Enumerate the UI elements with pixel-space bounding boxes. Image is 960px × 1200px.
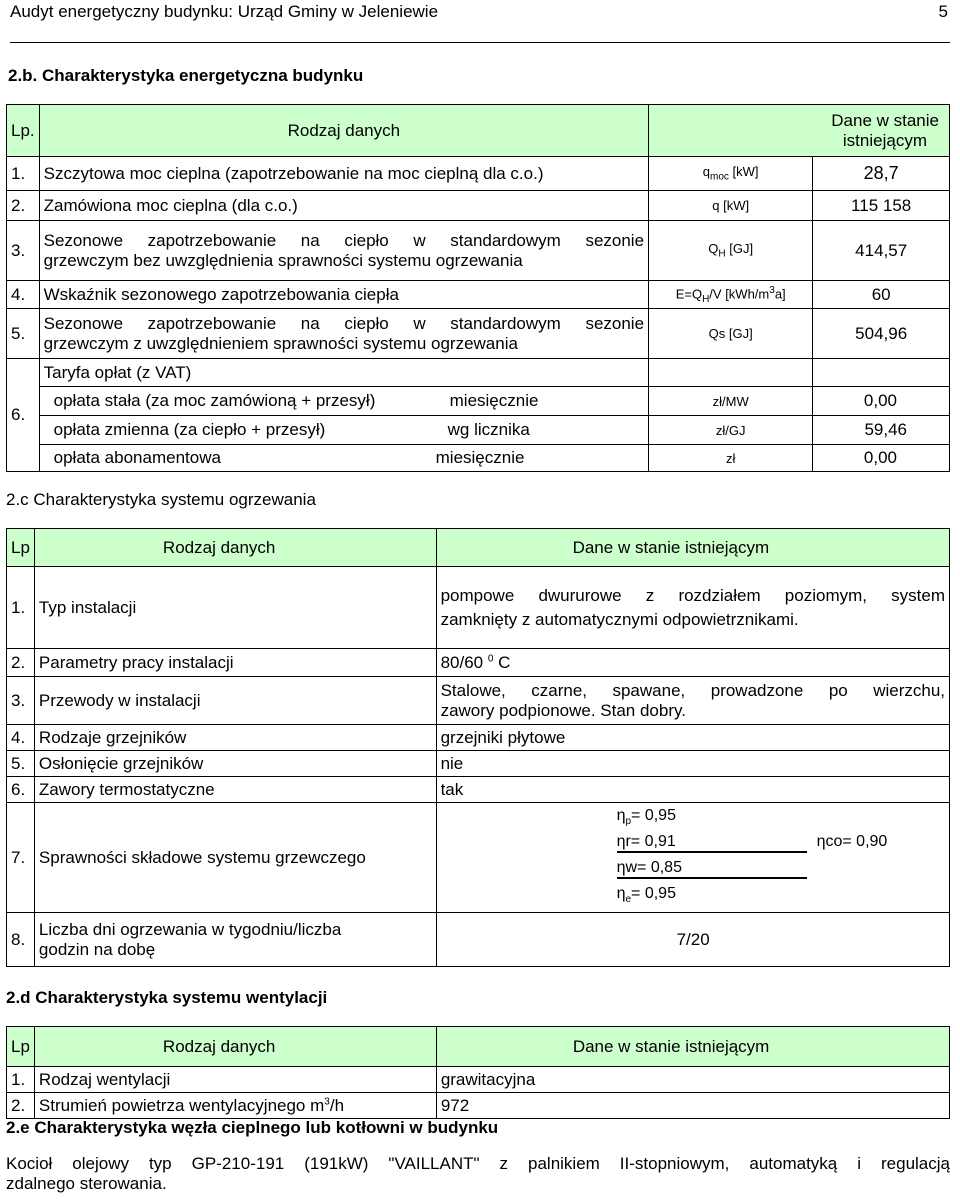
row-label: Rodzaj wentylacji bbox=[34, 1067, 436, 1093]
col-type-header: Rodzaj danych bbox=[34, 529, 436, 567]
tariff-unit: zł bbox=[649, 445, 813, 472]
row-label: Rodzaje grzejników bbox=[34, 725, 436, 751]
row-label: Parametry pracy instalacji bbox=[34, 649, 436, 677]
energy-characteristics-table bbox=[6, 104, 950, 472]
boiler-description: Kocioł olejowy typ GP-210-191 (191kW) "VAILLANT" z palnikiem II-stopniowym, automatyką i regulacją zdalnego sterowania. bbox=[6, 1154, 950, 1193]
row-lp: 6. bbox=[7, 359, 40, 472]
row-value: 414,57 bbox=[813, 221, 950, 281]
tariff-title: Taryfa opłat (z VAT) bbox=[39, 359, 648, 387]
eta-e-value: $\eta_e= 0,95$ bbox=[616, 885, 676, 906]
row-label: Sprawności składowe systemu grzewczego bbox=[34, 803, 436, 913]
table-row bbox=[7, 649, 950, 677]
efficiency-row bbox=[7, 803, 950, 913]
row-lp: 8. bbox=[7, 913, 35, 967]
row-label: Sezonowe zapotrzebowanie na ciepło w standardowym sezonie grzewczym bez uwzględnienia sprawności systemu ogrzewania bbox=[39, 221, 648, 281]
row-label: Sezonowe zapotrzebowanie na ciepło w standardowym sezonie grzewczym z uwzględnieniem sprawności systemu ogrzewania bbox=[39, 309, 648, 359]
table-row bbox=[7, 157, 950, 191]
row-label: Przewody w instalacji bbox=[34, 677, 436, 725]
tariff-unit: zł/MW bbox=[649, 387, 813, 416]
row-value: 80/60 $^0$ C bbox=[436, 649, 949, 677]
ventilation-table bbox=[6, 1026, 950, 1119]
row-label: Zawory termostatyczne bbox=[34, 777, 436, 803]
row-unit: $E=Q_H/V$ $[kWh/m^3a]$ bbox=[649, 281, 813, 309]
eta-p-value: $\eta_p= 0,95$ bbox=[616, 807, 676, 828]
col-value-header: Dane w stanie istniejącym bbox=[436, 529, 949, 567]
row-value: 60 bbox=[813, 281, 950, 309]
table-row bbox=[7, 281, 950, 309]
row-value: 504,96 bbox=[813, 309, 950, 359]
table-header-row bbox=[7, 529, 950, 567]
row-lp: 2. bbox=[7, 649, 35, 677]
col-value-header: Dane w stanie istniejącym bbox=[649, 105, 950, 157]
tariff-title-row bbox=[7, 359, 950, 387]
table-row bbox=[7, 777, 950, 803]
row-value: 115 158 bbox=[813, 191, 950, 221]
row-value: grzejniki płytowe bbox=[436, 725, 949, 751]
heating-system-table bbox=[6, 528, 950, 967]
tariff-unit: zł/GJ bbox=[649, 416, 813, 445]
table-header-row bbox=[7, 105, 950, 157]
row-lp: 1. bbox=[7, 567, 35, 649]
table-row bbox=[7, 221, 950, 281]
row-lp: 3. bbox=[7, 677, 35, 725]
section-b-title: 2.b. Charakterystyka energetyczna budynku bbox=[8, 66, 364, 85]
row-lp: 2. bbox=[7, 191, 40, 221]
row-lp: 3. bbox=[7, 221, 40, 281]
row-lp: 2. bbox=[7, 1093, 35, 1119]
row-lp: 5. bbox=[7, 751, 35, 777]
row-label: Liczba dni ogrzewania w tygodniu/liczba godzin na dobę bbox=[34, 913, 436, 967]
tariff-label: opłata stała (za moc zamówioną + przesył) miesięcznie bbox=[39, 387, 648, 416]
tariff-value: 0,00 bbox=[813, 445, 950, 472]
section-c-title: 2.c Charakterystyka systemu ogrzewania bbox=[6, 490, 316, 509]
col-type-header: Rodzaj danych bbox=[34, 1027, 436, 1067]
row-lp: 6. bbox=[7, 777, 35, 803]
row-lp: 1. bbox=[7, 157, 40, 191]
page-number: 5 bbox=[938, 2, 948, 21]
row-label: Wskaźnik sezonowego zapotrzebowania ciepła bbox=[39, 281, 648, 309]
row-value: 28,7 bbox=[813, 157, 950, 191]
table-row bbox=[7, 567, 950, 649]
tariff-label: opłata abonamentowa miesięcznie bbox=[39, 445, 648, 472]
row-unit: $Q_H$ [GJ] bbox=[649, 221, 813, 281]
table-row bbox=[7, 1067, 950, 1093]
eta-w-value: ηw= 0,85 bbox=[617, 859, 807, 879]
row-value: nie bbox=[436, 751, 949, 777]
row-lp: 1. bbox=[7, 1067, 35, 1093]
row-lp: 5. bbox=[7, 309, 40, 359]
row-value: 7/20 bbox=[436, 913, 949, 967]
row-unit: q [kW] bbox=[649, 191, 813, 221]
row-value: grawitacyjna bbox=[436, 1067, 949, 1093]
row-lp: 4. bbox=[7, 281, 40, 309]
document-header-title: Audyt energetyczny budynku: Urząd Gminy w Jeleniewie bbox=[10, 2, 439, 21]
row-value: tak bbox=[436, 777, 949, 803]
tariff-value: 0,00 bbox=[813, 387, 950, 416]
tariff-value: 59,46 bbox=[813, 416, 950, 445]
col-type-header: Rodzaj danych bbox=[39, 105, 648, 157]
tariff-row bbox=[7, 445, 950, 472]
efficiency-values bbox=[436, 803, 949, 913]
row-lp: 7. bbox=[7, 803, 35, 913]
table-row bbox=[7, 913, 950, 967]
row-value: 972 bbox=[436, 1093, 949, 1119]
tariff-row bbox=[7, 387, 950, 416]
row-label: Szczytowa moc cieplna (zapotrzebowanie na moc cieplną dla c.o.) bbox=[39, 157, 648, 191]
table-header-row bbox=[7, 1027, 950, 1067]
row-lp: 4. bbox=[7, 725, 35, 751]
table-row bbox=[7, 725, 950, 751]
row-label: Zamówiona moc cieplna (dla c.o.) bbox=[39, 191, 648, 221]
table-row bbox=[7, 751, 950, 777]
section-d-title: 2.d Charakterystyka systemu wentylacji bbox=[6, 988, 328, 1007]
row-unit: Qs [GJ] bbox=[649, 309, 813, 359]
col-value-header: Dane w stanie istniejącym bbox=[436, 1027, 949, 1067]
table-row bbox=[7, 309, 950, 359]
table-row bbox=[7, 677, 950, 725]
eta-co-value: ηco= 0,90 bbox=[816, 833, 888, 850]
section-e-title: 2.e Charakterystyka węzła cieplnego lub kotłowni w budynku bbox=[6, 1118, 499, 1137]
eta-r-value: ηr= 0,91 bbox=[617, 833, 807, 853]
col-lp-header: Lp. bbox=[7, 105, 40, 157]
row-value: pompowe dwururowe z rozdziałem poziomym, system zamknięty z automatycznymi odpowietrznikami. bbox=[436, 567, 949, 649]
row-value: Stalowe, czarne, spawane, prowadzone po wierzchu, zawory podpionowe. Stan dobry. bbox=[436, 677, 949, 725]
row-label: Osłonięcie grzejników bbox=[34, 751, 436, 777]
row-label: Strumień powietrza wentylacyjnego $m^3/h$ bbox=[34, 1093, 436, 1119]
col-lp-header: Lp bbox=[7, 1027, 35, 1067]
tariff-label: opłata zmienna (za ciepło + przesył) wg licznika bbox=[39, 416, 648, 445]
row-unit: $q_{moc}$ [kW] bbox=[649, 157, 813, 191]
table-row bbox=[7, 191, 950, 221]
row-label: Typ instalacji bbox=[34, 567, 436, 649]
header-divider bbox=[10, 42, 950, 43]
table-row bbox=[7, 1093, 950, 1119]
col-lp-header: Lp bbox=[7, 529, 35, 567]
tariff-row bbox=[7, 416, 950, 445]
